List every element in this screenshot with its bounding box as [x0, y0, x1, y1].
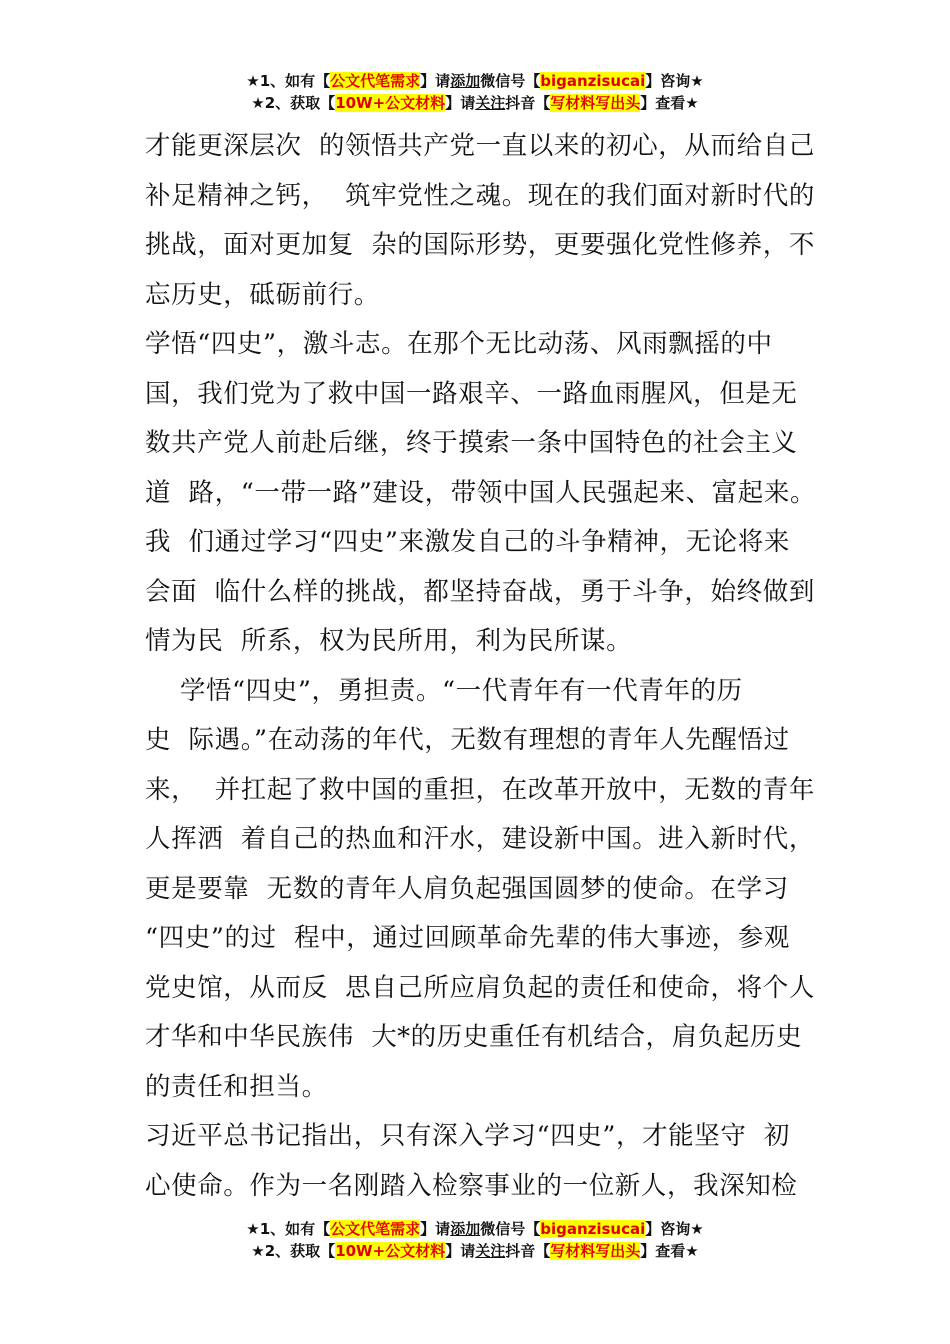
body-line: 才能更深层次 的领悟共产党一直以来的初心，从而给自己 — [145, 131, 815, 161]
header-banner-line-2: ★2、获取【10W+公文材料】请关注抖音【写材料写出头】查看★ — [251, 94, 699, 112]
body-line: 学悟“四史”，激斗志。在那个无比动荡、风雨飘摇的中 — [145, 329, 773, 359]
body-line: 的责任和担当。 — [145, 1071, 328, 1102]
body-line: 会面 临什么样的挑战，都坚持奋战，勇于斗争，始终做到 — [145, 576, 815, 607]
body-line: 道 路，“一带一路”建设，带领中国人民强起来、富起来。 — [145, 477, 817, 508]
body-line: 国，我们党为了救中国一路艰辛、一路血雨腥风，但是无 — [145, 378, 798, 409]
body-line: 习近平总书记指出，只有深入学习“四史”，才能坚守 初 — [145, 1121, 790, 1151]
body-line: 史 际遇。”在动荡的年代，无数有理想的青年人先醒悟过 — [145, 725, 790, 755]
document-body — [145, 122, 815, 1211]
body-line: 更是要靠 无数的青年人肩负起强国圆梦的使命。在学习 — [145, 873, 789, 904]
body-line: 人挥洒 着自己的热血和汗水，建设新中国。进入新时代， — [145, 824, 815, 854]
body-line: 心使命。作为一名刚踏入检察事业的一位新人，我深知检 — [145, 1170, 798, 1201]
header-banner-line-1: ★1、如有【公文代笔需求】请添加微信号【biganzisucai】咨询★ — [246, 72, 704, 90]
body-line: 党史馆，从而反 思自己所应肩负起的责任和使命，将个人 — [145, 972, 815, 1003]
header-banner — [0, 70, 950, 114]
footer-banner-line-1: ★1、如有【公文代笔需求】请添加微信号【biganzisucai】咨询★ — [246, 1220, 704, 1238]
body-line: 数共产党人前赴后继，终于摸索一条中国特色的社会主义 — [145, 428, 798, 458]
body-line: 忘历史，砥砺前行。 — [145, 279, 380, 310]
body-line: 情为民 所系，权为民所用，利为民所谋。 — [145, 626, 633, 656]
body-line: 补足精神之钙， 筑牢党性之魂。现在的我们面对新时代的 — [145, 180, 815, 211]
body-line: “四史”的过 程中，通过回顾革命先辈的伟大事迹，参观 — [145, 923, 790, 953]
body-line: 才华和中华民族伟 大*的历史重任有机结合，肩负起历史 — [145, 1022, 803, 1052]
body-line: 我 们通过学习“四史”来激发自己的斗争精神，无论将来 — [145, 527, 790, 557]
footer-banner-line-2: ★2、获取【10W+公文材料】请关注抖音【写材料写出头】查看★ — [251, 1242, 699, 1260]
body-line: 挑战，面对更加复 杂的国际形势，更要强化党性修养，不 — [145, 230, 815, 260]
footer-banner — [0, 1218, 950, 1262]
body-line: 学悟“四史”，勇担责。“一代青年有一代青年的历 — [145, 675, 743, 706]
body-line: 来， 并扛起了救中国的重担，在改革开放中，无数的青年 — [145, 774, 815, 805]
